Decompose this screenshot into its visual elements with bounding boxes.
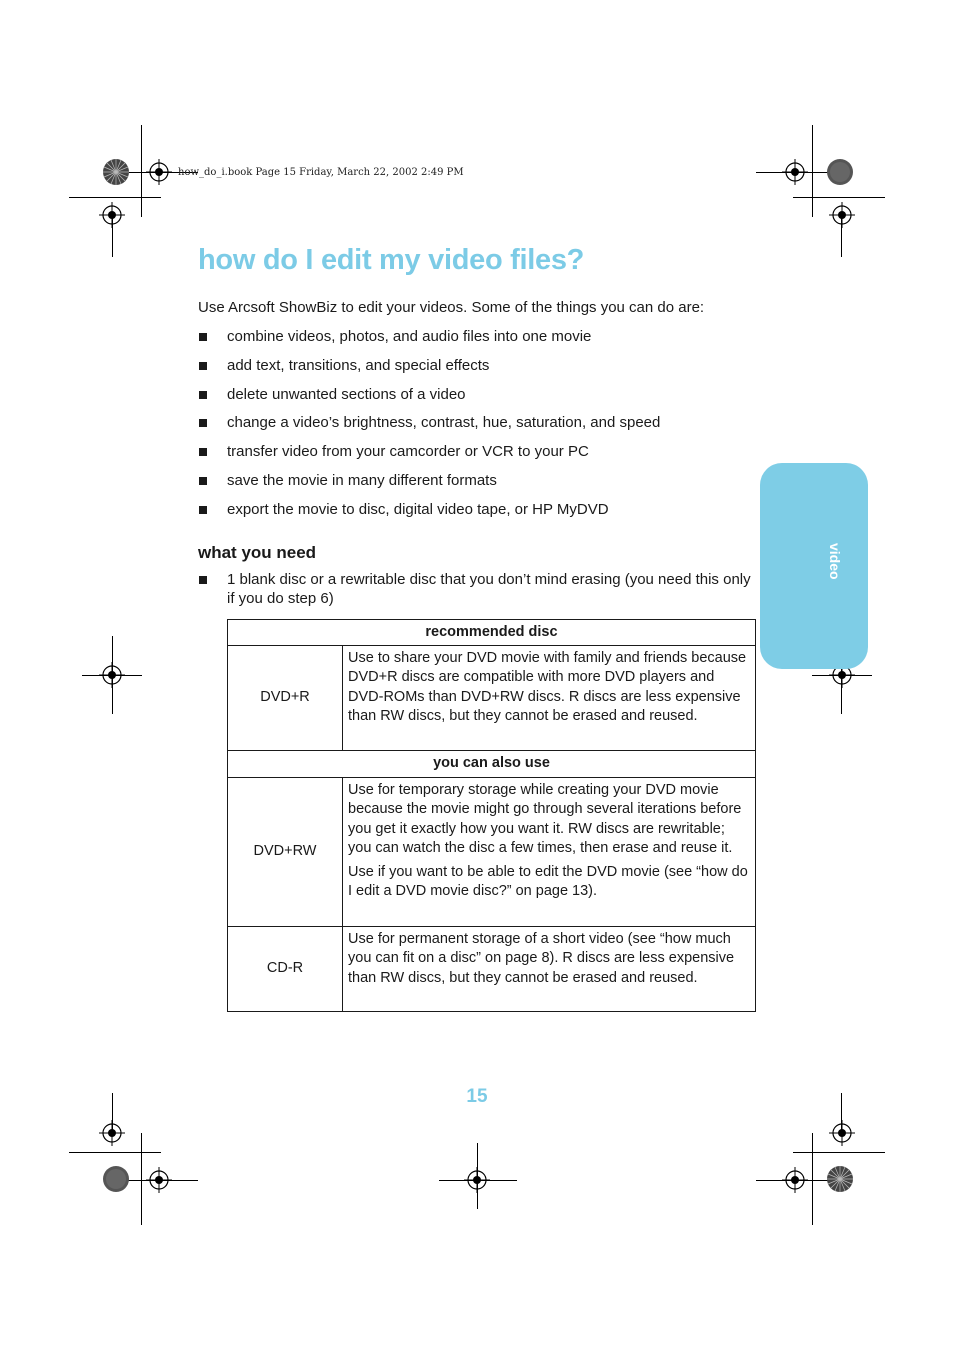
bullet-square-icon	[199, 333, 207, 341]
requirement-item: 1 blank disc or a rewritable disc that you don’t mind erasing (you need this only if you do step 6)	[198, 570, 758, 608]
section-side-tab	[760, 463, 868, 669]
disc-table	[227, 619, 756, 1012]
starburst-icon	[102, 1165, 130, 1193]
starburst-icon	[826, 1165, 854, 1193]
registration-mark-icon	[97, 1118, 127, 1148]
list-item: delete unwanted sections of a video	[198, 386, 660, 415]
list-item: save the movie in many different formats	[198, 472, 660, 501]
disc-description-cell: Use to share your DVD movie with family and friends because DVD+R discs are compatible with more DVD players and DVD-ROMs than DVD+RW discs. R discs are less expensive than RW discs, but they cannot be erased and reused.	[343, 646, 756, 751]
side-tab-label: video	[827, 543, 843, 580]
disc-type-cell: DVD+RW	[228, 778, 343, 927]
registration-mark-icon	[462, 1165, 492, 1195]
registration-mark-icon	[144, 157, 174, 187]
registration-mark-icon	[97, 660, 127, 690]
bullet-square-icon	[199, 419, 207, 427]
feature-list	[198, 328, 660, 530]
bullet-square-icon	[199, 362, 207, 370]
registration-mark-icon	[144, 1165, 174, 1195]
disc-type-cell: CD-R	[228, 927, 343, 1012]
list-item: add text, transitions, and special effects	[198, 357, 660, 386]
bullet-square-icon	[199, 391, 207, 399]
bullet-square-icon	[199, 506, 207, 514]
intro-paragraph: Use Arcsoft ShowBiz to edit your videos. Some of the things you can do are:	[198, 299, 705, 316]
bullet-square-icon	[199, 576, 207, 584]
registration-mark-icon	[827, 200, 857, 230]
disc-description-cell: Use for temporary storage while creating your DVD movie because the movie might go through several iterations before you get it exactly how you want it. RW discs are rewritable; you can watch the disc a few times, then erase and reuse it. Use if you want to be able to edit the DVD movie (see “how do I edit a DVD movie disc?” on page 13).	[343, 778, 756, 927]
table-row	[228, 778, 756, 927]
list-item: combine videos, photos, and audio files into one movie	[198, 328, 660, 357]
disc-description-cell: Use for permanent storage of a short video (see “how much you can fit on a disc” on page 8). R discs are less expensive than RW discs, but they cannot be erased and reused.	[343, 927, 756, 1012]
registration-mark-icon	[780, 1165, 810, 1195]
list-item: export the movie to disc, digital video tape, or HP MyDVD	[198, 501, 660, 530]
disc-type-cell: DVD+R	[228, 646, 343, 751]
section-heading-what-you-need: what you need	[198, 543, 317, 562]
bullet-square-icon	[199, 448, 207, 456]
table-header-recommended: recommended disc	[228, 620, 756, 646]
table-row	[228, 646, 756, 751]
slug-line: how_do_i.book Page 15 Friday, March 22, 2002 2:49 PM	[178, 167, 464, 178]
page-number: 15	[466, 1086, 488, 1107]
bullet-square-icon	[199, 477, 207, 485]
list-item: change a video’s brightness, contrast, hue, saturation, and speed	[198, 414, 660, 443]
page-title: how do I edit my video files?	[198, 244, 585, 276]
starburst-icon	[102, 158, 130, 186]
registration-mark-icon	[780, 157, 810, 187]
list-item: transfer video from your camcorder or VCR to your PC	[198, 443, 660, 472]
table-row	[228, 927, 756, 1012]
table-header-also-use: you can also use	[228, 751, 756, 778]
starburst-icon	[826, 158, 854, 186]
registration-mark-icon	[827, 1118, 857, 1148]
registration-mark-icon	[97, 200, 127, 230]
